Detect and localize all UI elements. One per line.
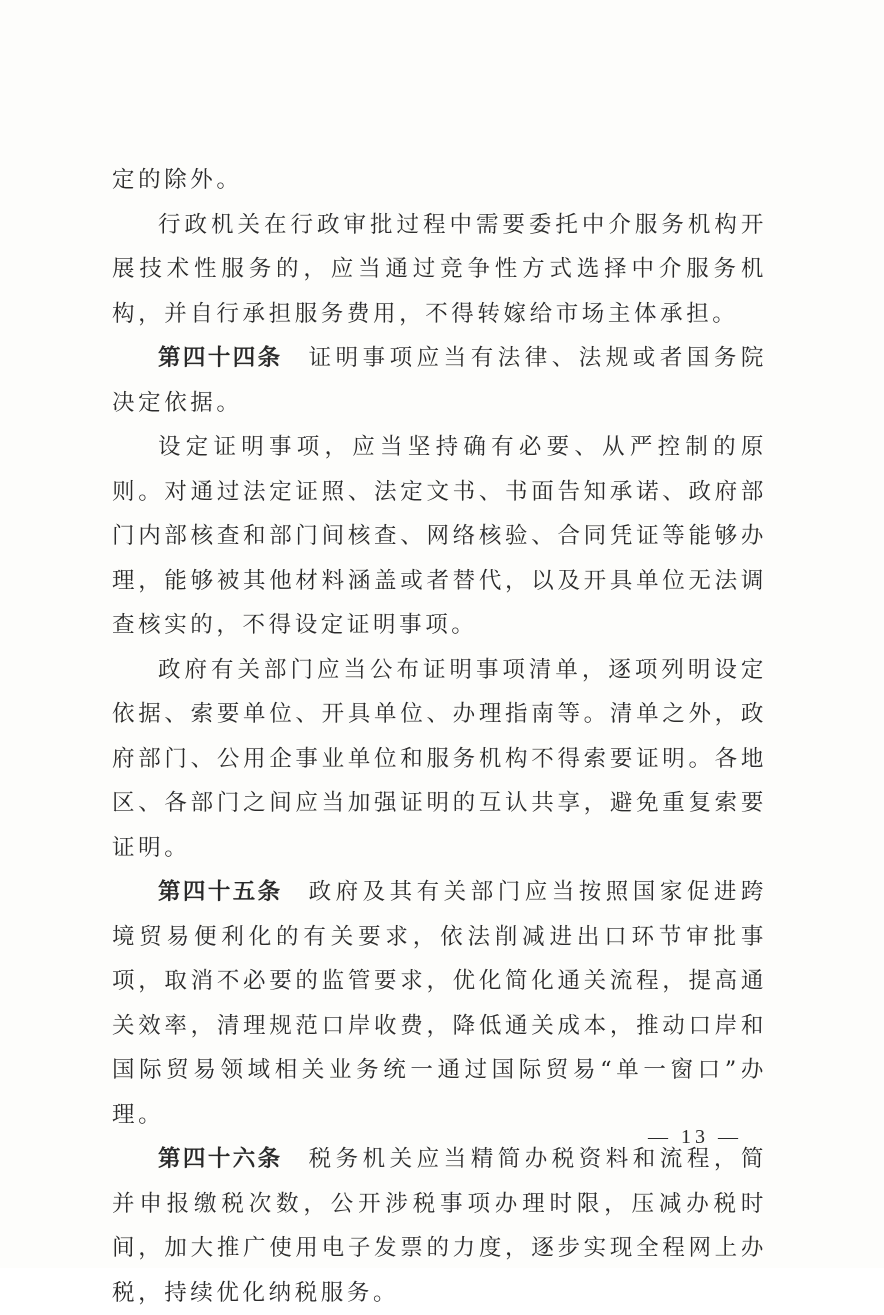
- paragraph-certification-principle: [112, 425, 767, 648]
- paragraph-continuation: [112, 158, 767, 203]
- article-number: 第四十六条: [158, 1146, 283, 1172]
- paragraph-text: 政府及其有关部门应当按照国家促进跨境贸易便利化的有关要求，依法削减进出口环节审批事项，取消不必要的监管要求，优化简化通关流程，提高通关效率，清理规范口岸收费，降低通关成本，推动口岸和国际贸易领域相关业务统一通过国际贸易“单一窗口”办理。: [112, 879, 767, 1128]
- paragraph-text: 证明事项应当有法律、法规或者国务院决定依据。: [112, 345, 767, 416]
- paragraph-text: 定的除外。: [112, 167, 243, 193]
- paragraph-text: 行政机关在行政审批过程中需要委托中介服务机构开展技术性服务的，应当通过竞争性方式选择中介服务机构，并自行承担服务费用，不得转嫁给市场主体承担。: [112, 211, 767, 327]
- article-45: [112, 870, 767, 1137]
- paragraph-intermediary-services: [112, 203, 767, 337]
- article-46: [112, 1137, 767, 1315]
- paragraph-certification-list: [112, 648, 767, 871]
- paragraph-text: 税务机关应当精简办税资料和流程，简并申报缴税次数，公开涉税事项办理时限，压减办税时间，加大推广使用电子发票的力度，逐步实现全程网上办税，持续优化纳税服务。: [112, 1146, 767, 1306]
- paragraph-text: 设定证明事项，应当坚持确有必要、从严控制的原则。对通过法定证照、法定文书、书面告知承诺、政府部门内部核查和部门间核查、网络核验、合同凭证等能够办理，能够被其他材料涵盖或者替代，以及开具单位无法调查核实的，不得设定证明事项。: [112, 434, 767, 638]
- page-number: — 13 —: [648, 1126, 742, 1148]
- paragraph-text: 政府有关部门应当公布证明事项清单，逐项列明设定依据、索要单位、开具单位、办理指南等。清单之外，政府部门、公用企事业单位和服务机构不得索要证明。各地区、各部门之间应当加强证明的互认共享，避免重复索要证明。: [112, 656, 767, 861]
- article-44: [112, 336, 767, 425]
- article-number: 第四十五条: [158, 879, 283, 905]
- article-number: 第四十四条: [158, 345, 283, 371]
